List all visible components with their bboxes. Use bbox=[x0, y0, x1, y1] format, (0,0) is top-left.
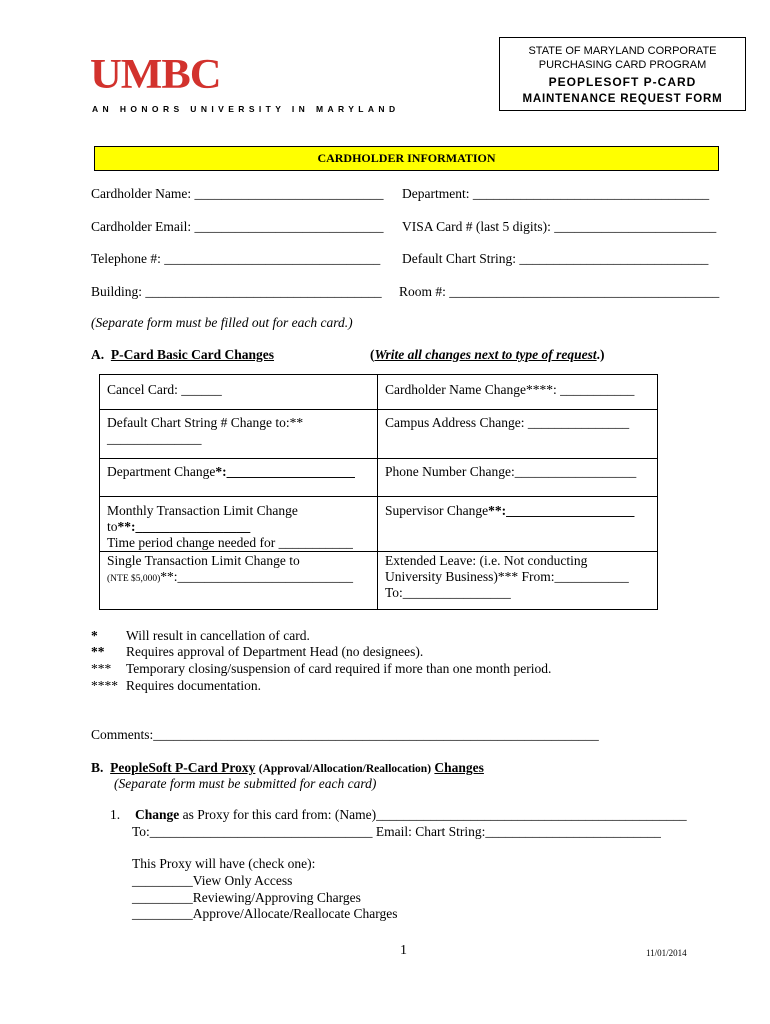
room-field[interactable]: Room #: ________________________________________ bbox=[399, 284, 720, 299]
instruction-close: .) bbox=[596, 347, 605, 362]
footnote-mark: * bbox=[91, 628, 98, 643]
supervisor-change-field[interactable] bbox=[385, 503, 634, 519]
dept-change-label: Department Change bbox=[107, 464, 216, 479]
change-word: Change bbox=[135, 807, 180, 822]
proxy-option-review[interactable]: _________Reviewing/Approving Charges bbox=[132, 890, 361, 905]
proxy-option-approve[interactable]: _________Approve/Allocate/Reallocate Charges bbox=[132, 906, 398, 921]
header-line-3: PEOPLESOFT P-CARD bbox=[548, 75, 697, 89]
section-b-heading bbox=[91, 760, 484, 777]
section-b-title: PeopleSoft P-Card Proxy bbox=[110, 760, 256, 775]
chart-change-field[interactable]: ______________ bbox=[107, 431, 202, 446]
nte-note: (NTE $5,000) bbox=[107, 574, 161, 584]
footnote-text: Requires approval of Department Head (no designees). bbox=[126, 644, 424, 659]
instruction-open: ( bbox=[370, 347, 375, 362]
umbc-logo: UMBC bbox=[90, 52, 221, 98]
supervisor-label: Supervisor Change bbox=[385, 503, 489, 518]
footnote-mark: ** bbox=[91, 644, 105, 659]
section-a-heading bbox=[91, 347, 274, 363]
cardholder-info-banner: CARDHOLDER INFORMATION bbox=[94, 146, 719, 171]
cancel-card-field[interactable]: Cancel Card: ______ bbox=[107, 382, 222, 397]
row-divider bbox=[100, 409, 657, 410]
row-divider bbox=[100, 551, 657, 552]
section-b-note: (Separate form must be submitted for each card) bbox=[114, 776, 377, 791]
extended-leave-from-field[interactable]: University Business)*** From:___________ bbox=[385, 569, 629, 584]
proxy-from-field[interactable] bbox=[135, 807, 687, 823]
footnote-text: Temporary closing/suspension of card required if more than one month period. bbox=[126, 661, 552, 676]
monthly-limit-field[interactable] bbox=[107, 519, 250, 535]
proxy-options-header: This Proxy will have (check one): bbox=[132, 856, 316, 871]
time-period-field[interactable]: Time period change needed for ___________ bbox=[107, 535, 353, 550]
footnote-mark: **** bbox=[91, 678, 118, 693]
separate-form-note: (Separate form must be filled out for each card.) bbox=[91, 315, 353, 330]
department-field[interactable]: Department: ___________________________________ bbox=[402, 186, 710, 201]
extended-leave-label: Extended Leave: (i.e. Not conducting bbox=[385, 553, 588, 568]
cardholder-email-field[interactable]: Cardholder Email: ____________________________ bbox=[91, 219, 384, 234]
row-divider bbox=[100, 496, 657, 497]
single-limit-field[interactable] bbox=[107, 569, 353, 587]
section-a-instruction bbox=[370, 347, 605, 363]
monthly-to-label: to bbox=[107, 519, 118, 534]
instruction-text: Write all changes next to type of request bbox=[374, 347, 597, 362]
building-field[interactable]: Building: ___________________________________ bbox=[91, 284, 382, 299]
item-number: 1. bbox=[110, 807, 121, 822]
chart-change-label: Default Chart String # Change to:** bbox=[107, 415, 304, 430]
section-a-letter: A. bbox=[91, 347, 105, 362]
monthly-to-mark: **:_________________ bbox=[117, 519, 251, 534]
footnote-text: Will result in cancellation of card. bbox=[126, 628, 310, 643]
section-a-title: P-Card Basic Card Changes bbox=[110, 347, 275, 362]
department-change-field[interactable] bbox=[107, 464, 355, 480]
extended-leave-to-field[interactable]: To:________________ bbox=[385, 585, 511, 600]
telephone-field[interactable]: Telephone #: ________________________________ bbox=[91, 251, 381, 266]
footnote-text: Requires documentation. bbox=[126, 678, 261, 693]
header-line-4: MAINTENANCE REQUEST FORM bbox=[522, 93, 723, 105]
name-change-field[interactable]: Cardholder Name Change****: ___________ bbox=[385, 382, 635, 397]
cardholder-name-field[interactable]: Cardholder Name: ____________________________ bbox=[91, 186, 384, 201]
dept-change-mark: *:___________________ bbox=[215, 464, 355, 479]
proxy-to-field[interactable]: To:_________________________________ Email: Chart String:__________________________ bbox=[132, 824, 661, 839]
single-limit-blank: **:__________________________ bbox=[160, 569, 354, 584]
comments-field[interactable]: Comments:__________________________________________________________________ bbox=[91, 727, 599, 742]
header-line-2: PURCHASING CARD PROGRAM bbox=[538, 59, 707, 71]
footnote-mark: *** bbox=[91, 661, 112, 676]
monthly-limit-label: Monthly Transaction Limit Change bbox=[107, 503, 298, 518]
proxy-option-view[interactable]: _________View Only Access bbox=[132, 873, 293, 888]
single-limit-label: Single Transaction Limit Change to bbox=[107, 553, 300, 568]
table-divider bbox=[377, 375, 378, 609]
row-divider bbox=[100, 458, 657, 459]
page-number: 1 bbox=[400, 943, 407, 958]
phone-change-field[interactable]: Phone Number Change:__________________ bbox=[385, 464, 637, 479]
section-b-letter: B. bbox=[91, 760, 104, 775]
supervisor-mark: **:___________________ bbox=[488, 503, 635, 518]
proxy-from-text: as Proxy for this card from: (Name)______________________________________________ bbox=[179, 807, 687, 822]
form-date: 11/01/2014 bbox=[646, 948, 687, 958]
section-b-title-end: Changes bbox=[434, 760, 484, 775]
card-changes-table bbox=[99, 374, 658, 610]
visa-card-field[interactable]: VISA Card # (last 5 digits): ________________________ bbox=[402, 219, 717, 234]
logo-tagline: AN HONORS UNIVERSITY IN MARYLAND bbox=[92, 104, 400, 114]
header-line-1: STATE OF MARYLAND CORPORATE bbox=[528, 45, 717, 57]
campus-address-field[interactable]: Campus Address Change: _______________ bbox=[385, 415, 630, 430]
section-b-subtitle: (Approval/Allocation/Reallocation) bbox=[258, 763, 432, 775]
form-title-box bbox=[499, 37, 746, 111]
chart-string-field[interactable]: Default Chart String: ____________________________ bbox=[402, 251, 709, 266]
